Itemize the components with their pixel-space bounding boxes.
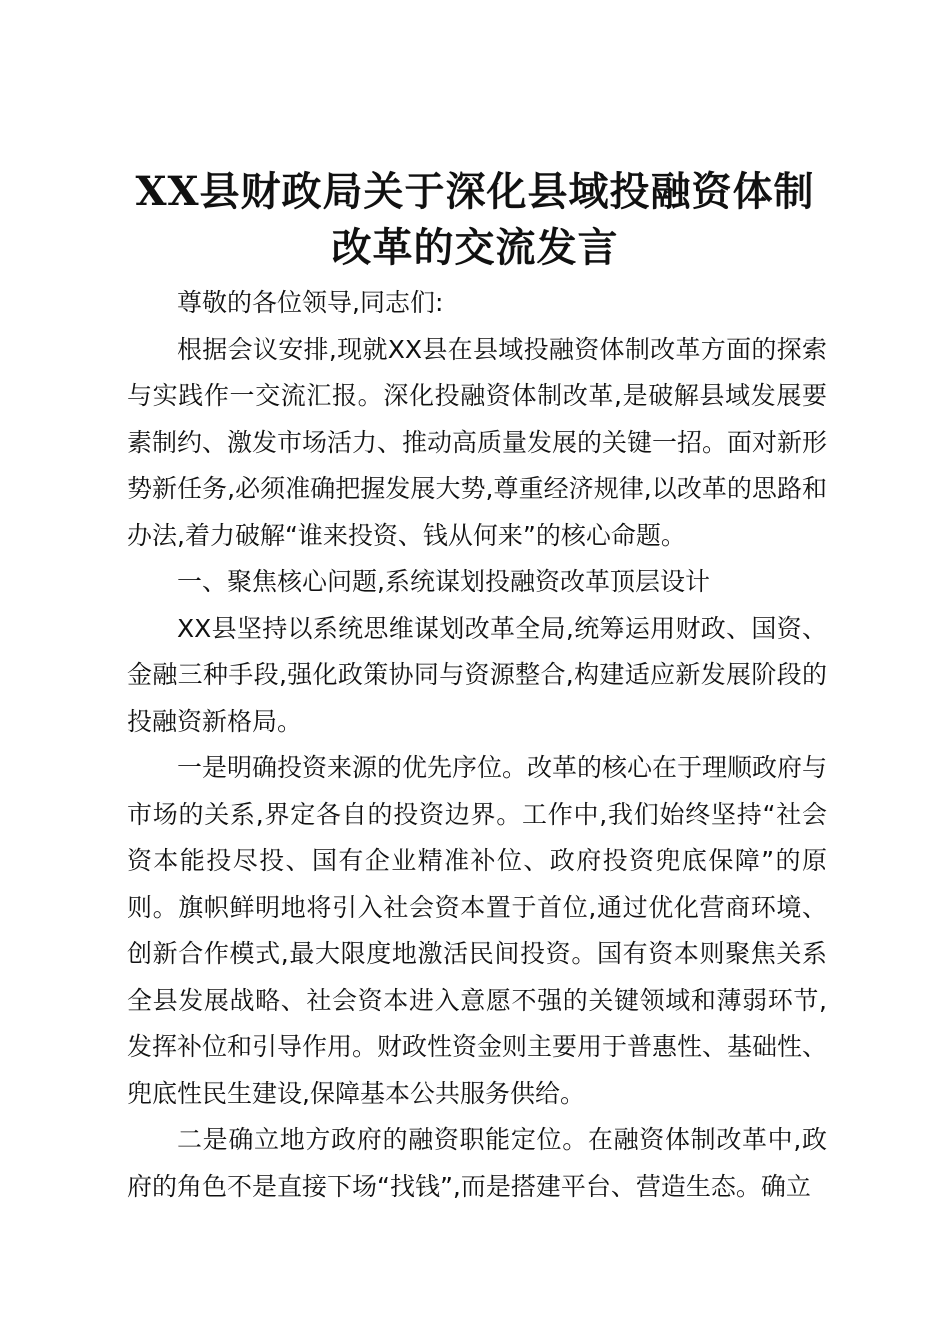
title-line-1: XX县财政局关于深化县域投融资体制 [135,168,815,215]
paragraph-point-1: 一是明确投资来源的优先序位。改革的核心在于理顺政府与市场的关系,界定各自的投资边界。工作中,我们始终坚持“社会资本能投尽投、国有企业精准补位、政府投资兜底保障”的原则。旗帜鲜明地将引入社会资本置于首位,通过优化营商环境、创新合作模式,最大限度地激活民间投资。国有资本则聚焦关系全县发展战略、社会资本进入意愿不强的关键领域和薄弱环节,发挥补位和引导作用。财政性资金则主要用于普惠性、基础性、兜底性民生建设,保障基本公共服务供给。 [127,753,828,1108]
paragraph-section-1-overview: XX县坚持以系统思维谋划改革全局,统筹运用财政、国资、金融三种手段,强化政策协同与资源整合,构建适应新发展阶段的投融资新格局。 [127,613,827,736]
paragraph-point-2: 二是确立地方政府的融资职能定位。在融资体制改革中,政府的角色不是直接下场“找钱”,而是搭建平台、营造生态。确立 [127,1125,827,1201]
document-title [100,164,850,276]
salutation: 尊敬的各位领导,同志们: [177,288,444,317]
title-line-2: 改革的交流发言 [331,224,619,271]
document-body [127,280,827,1210]
paragraph-intro: 根据会议安排,现就XX县在县域投融资体制改革方面的探索与实践作一交流汇报。深化投融资体制改革,是破解县域发展要素制约、激发市场活力、推动高质量发展的关键一招。面对新形势新任务,必须准确把握发展大势,尊重经济规律,以改革的思路和办法,着力破解“谁来投资、钱从何来”的核心命题。 [127,334,828,550]
section-heading-1: 一、聚焦核心问题,系统谋划投融资改革顶层设计 [177,567,710,596]
